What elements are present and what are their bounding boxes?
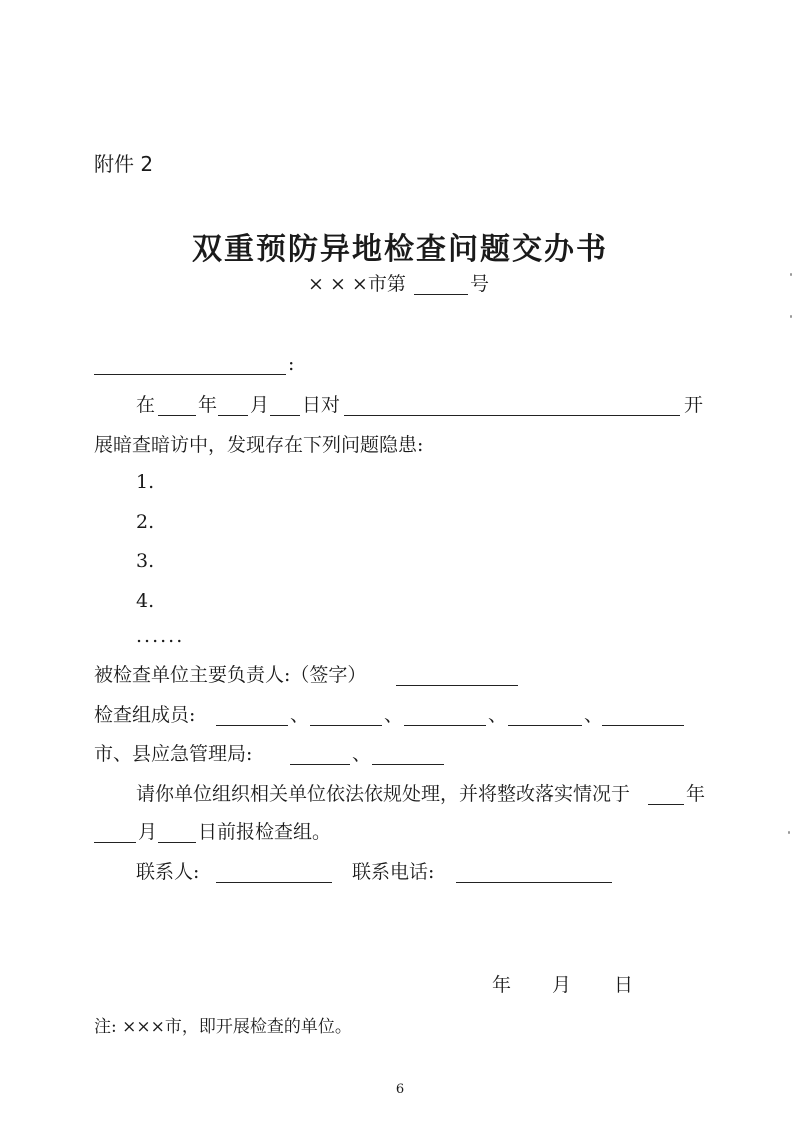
doc-number-blank xyxy=(414,294,468,295)
intro-line2: 展暗查暗访中，发现存在下列问题隐患: xyxy=(94,434,424,456)
scan-speck xyxy=(788,831,790,834)
attachment-label: 附件 2 xyxy=(94,152,154,176)
issue-item: 1. xyxy=(136,471,155,493)
doc-number-suffix: 号 xyxy=(470,273,490,295)
intro-day-blank xyxy=(270,415,300,416)
intro-kai: 开 xyxy=(684,394,704,416)
issue-item: 3. xyxy=(136,550,155,572)
contact-person-blank xyxy=(216,882,332,883)
addressee-colon: : xyxy=(288,353,295,375)
member-blank xyxy=(404,725,486,726)
intro-year-blank xyxy=(158,415,196,416)
intro-day-dui: 日对 xyxy=(302,394,341,416)
bureau-blank xyxy=(290,764,350,765)
separator: 、 xyxy=(352,743,372,765)
separator: 、 xyxy=(584,704,604,726)
page-number: 6 xyxy=(395,1082,405,1097)
issue-item: 2. xyxy=(136,511,155,533)
member-blank xyxy=(508,725,582,726)
scan-speck xyxy=(790,273,792,276)
date-day: 日 xyxy=(614,974,634,996)
member-blank xyxy=(310,725,382,726)
request-year-blank xyxy=(648,804,684,805)
request-line1: 请你单位组织相关单位依法依规处理，并将整改落实情况于 xyxy=(136,783,631,805)
intro-target-blank xyxy=(344,415,680,416)
intro-month: 月 xyxy=(250,394,270,416)
request-year: 年 xyxy=(686,783,706,805)
addressee-blank xyxy=(94,374,286,375)
request-day-blank xyxy=(158,842,196,843)
intro-year: 年 xyxy=(198,394,218,416)
intro-zai: 在 xyxy=(136,394,156,416)
request-line2-end: 日前报检查组。 xyxy=(198,821,332,843)
contact-phone-label: 联系电话: xyxy=(352,861,435,883)
scan-speck xyxy=(790,315,792,318)
date-month: 月 xyxy=(552,974,572,996)
doc-number-prefix: × × ×市第 xyxy=(308,273,406,295)
bureau-label: 市、县应急管理局: xyxy=(94,743,253,765)
separator: 、 xyxy=(488,704,508,726)
members-label: 检查组成员: xyxy=(94,704,196,726)
contact-phone-blank xyxy=(456,882,612,883)
contact-person-label: 联系人: xyxy=(136,861,200,883)
request-month: 月 xyxy=(138,821,158,843)
bureau-blank xyxy=(372,764,444,765)
signatory-label: 被检查单位主要负责人:（签字） xyxy=(94,664,367,686)
date-year: 年 xyxy=(492,974,512,996)
separator: 、 xyxy=(290,704,310,726)
issue-ellipsis: ...... xyxy=(136,625,185,647)
issue-item: 4. xyxy=(136,590,155,612)
member-blank xyxy=(216,725,288,726)
separator: 、 xyxy=(384,704,404,726)
request-month-blank xyxy=(94,842,136,843)
intro-month-blank xyxy=(218,415,248,416)
member-blank xyxy=(602,725,684,726)
footnote: 注: ×××市，即开展检查的单位。 xyxy=(94,1017,352,1037)
document-title: 双重预防异地检查问题交办书 xyxy=(192,232,608,267)
signatory-blank xyxy=(396,685,518,686)
